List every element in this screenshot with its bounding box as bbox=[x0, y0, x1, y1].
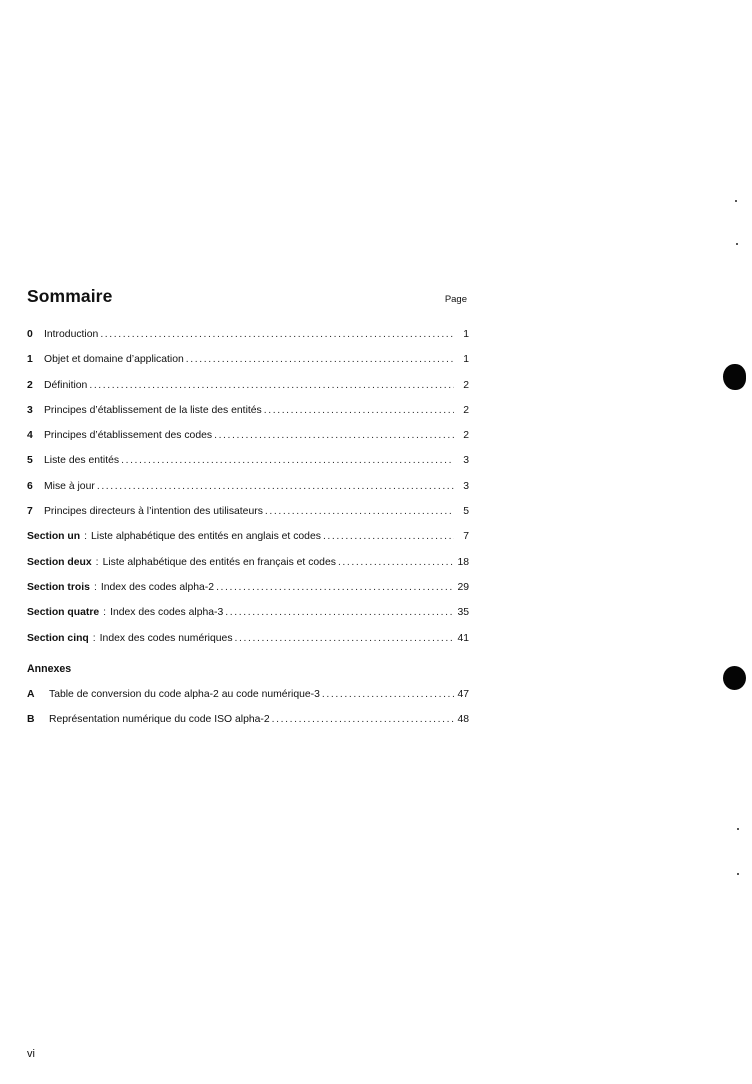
section-label: Index des codes numériques bbox=[99, 632, 233, 644]
toc-entry bbox=[27, 503, 469, 528]
dot-leader bbox=[214, 427, 454, 444]
annex-list bbox=[27, 686, 469, 737]
page-column-label: Page bbox=[444, 294, 467, 305]
toc-entry bbox=[27, 351, 469, 376]
toc-entry-label: Mise à jour bbox=[44, 480, 95, 492]
toc-entry-page: 1 bbox=[463, 329, 469, 340]
section-page: 18 bbox=[457, 556, 469, 568]
annex-label: Représentation numérique du code ISO alpha-2 bbox=[49, 714, 270, 726]
annex-letter: B bbox=[27, 714, 35, 726]
scan-speck bbox=[737, 873, 739, 875]
toc-entry-number: 2 bbox=[27, 379, 33, 391]
toc-section-entry bbox=[27, 528, 469, 553]
toc-entry-page: 3 bbox=[463, 480, 469, 492]
punch-hole bbox=[723, 666, 746, 690]
annex-page: 48 bbox=[457, 714, 469, 726]
toc-list bbox=[27, 326, 469, 655]
toc-entry bbox=[27, 452, 469, 477]
toc-entry-label: Principes directeurs à l’intention des utilisateurs bbox=[44, 506, 263, 518]
dot-leader bbox=[323, 528, 454, 545]
dot-leader bbox=[322, 686, 454, 703]
section-page: 29 bbox=[457, 581, 469, 593]
toc-entry-number: 4 bbox=[27, 430, 33, 442]
toc-entry-page: 1 bbox=[463, 354, 469, 366]
toc-entry-page: 2 bbox=[463, 379, 469, 391]
section-separator: : bbox=[93, 581, 97, 593]
toc-entry-page: 2 bbox=[463, 404, 469, 416]
toc-entry-number: 1 bbox=[27, 354, 33, 366]
dot-leader bbox=[235, 630, 454, 647]
toc-entry-number: 0 bbox=[27, 329, 33, 340]
dot-leader bbox=[97, 478, 454, 495]
section-name: Section cinq bbox=[27, 632, 89, 644]
section-page: 7 bbox=[463, 531, 469, 543]
dot-leader bbox=[264, 402, 454, 419]
toc-section-entry bbox=[27, 630, 469, 655]
section-name: Section un bbox=[27, 531, 81, 543]
dot-leader bbox=[225, 604, 454, 621]
toc-entry-page: 3 bbox=[463, 455, 469, 467]
toc-entry-number: 6 bbox=[27, 480, 33, 492]
toc-entry bbox=[27, 402, 469, 427]
toc-entry bbox=[27, 427, 469, 452]
section-name: Section quatre bbox=[27, 607, 100, 619]
annex-page: 47 bbox=[457, 689, 469, 700]
section-name: Section deux bbox=[27, 556, 92, 568]
toc-entry bbox=[27, 326, 469, 351]
section-separator: : bbox=[92, 632, 96, 644]
toc-entry-number: 3 bbox=[27, 404, 33, 416]
toc-entry-label: Principes d’établissement de la liste des entités bbox=[44, 404, 262, 416]
toc-entry-label: Définition bbox=[44, 379, 88, 391]
page-title: Sommaire bbox=[27, 286, 113, 306]
toc-entry-number: 5 bbox=[27, 455, 33, 467]
annex-entry bbox=[27, 711, 469, 736]
dot-leader bbox=[186, 351, 454, 368]
section-separator: : bbox=[84, 531, 88, 543]
dot-leader bbox=[265, 503, 454, 520]
dot-leader bbox=[272, 711, 454, 728]
toc-section-entry bbox=[27, 554, 469, 579]
section-label: Liste alphabétique des entités en français et codes bbox=[102, 556, 336, 568]
section-label: Index des codes alpha-3 bbox=[110, 607, 224, 619]
toc-entry-number: 7 bbox=[27, 506, 33, 518]
section-label: Liste alphabétique des entités en anglais et codes bbox=[91, 531, 321, 543]
section-page: 41 bbox=[457, 632, 469, 644]
annexes-heading: Annexes bbox=[27, 663, 72, 675]
toc-section-entry bbox=[27, 579, 469, 604]
annex-entry bbox=[27, 686, 469, 711]
section-separator: : bbox=[95, 556, 99, 568]
annex-letter: A bbox=[27, 689, 35, 700]
toc-header bbox=[27, 286, 467, 312]
toc-entry-label: Objet et domaine d’application bbox=[44, 354, 184, 366]
punch-hole bbox=[723, 364, 746, 390]
section-separator: : bbox=[103, 607, 107, 619]
toc-entry bbox=[27, 377, 469, 402]
toc-entry-label: Introduction bbox=[44, 329, 99, 340]
section-page: 35 bbox=[457, 607, 469, 619]
scan-speck bbox=[735, 200, 737, 202]
dot-leader bbox=[216, 579, 454, 596]
toc-entry-label: Principes d’établissement des codes bbox=[44, 430, 213, 442]
toc-entry-page: 2 bbox=[463, 430, 469, 442]
section-label: Index des codes alpha-2 bbox=[100, 581, 215, 593]
scan-speck bbox=[737, 828, 739, 830]
dot-leader bbox=[121, 452, 454, 469]
dot-leader bbox=[89, 377, 454, 394]
dot-leader bbox=[100, 326, 454, 343]
toc-entry-label: Liste des entités bbox=[44, 455, 120, 467]
toc-entry bbox=[27, 478, 469, 503]
toc-section-entry bbox=[27, 604, 469, 629]
section-name: Section trois bbox=[27, 581, 90, 593]
scan-speck bbox=[736, 243, 738, 245]
dot-leader bbox=[338, 554, 454, 571]
annex-label: Table de conversion du code alpha-2 au code numérique-3 bbox=[49, 689, 320, 700]
footer-page-number: vi bbox=[27, 1048, 35, 1060]
toc-entry-page: 5 bbox=[463, 506, 469, 518]
